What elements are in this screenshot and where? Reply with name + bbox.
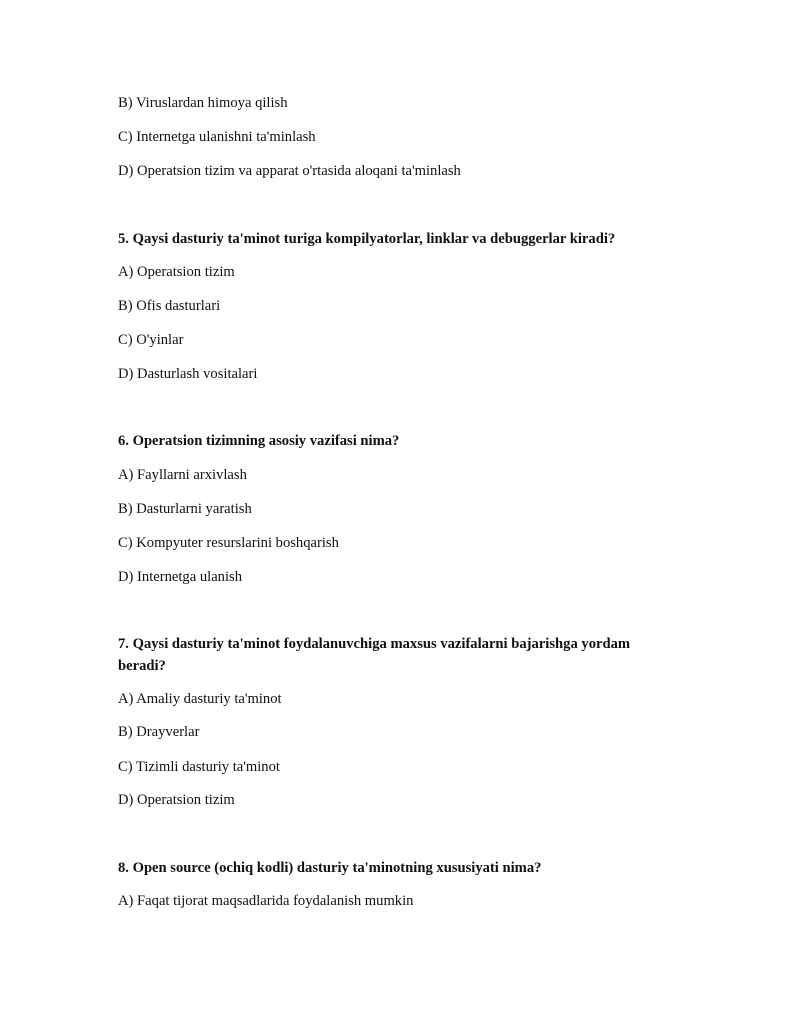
question-7-title: 7. Qaysi dasturiy ta'minot foydalanuvchiga maxsus vazifalarni bajarishga yordam beradi? [118, 636, 631, 674]
question-7-option-d: D) Operatsion tizim [118, 792, 235, 808]
question-6-option-d: D) Internetga ulanish [118, 569, 243, 585]
question-6-title: 6. Operatsion tizimning asosiy vazifasi nima? [118, 433, 400, 449]
question-6-option-a: A) Fayllarni arxivlash [118, 467, 247, 483]
question-4-option-b: B) Viruslardan himoya qilish [118, 95, 288, 111]
question-7-option-b: B) Drayverlar [118, 724, 200, 740]
question-5-option-d: D) Dasturlash vositalari [118, 366, 258, 382]
question-4-option-d: D) Operatsion tizim va apparat o'rtasida aloqani ta'minlash [118, 163, 461, 179]
question-7-option-c: C) Tizimli dasturiy ta'minot [118, 759, 280, 775]
question-5-option-a: A) Operatsion tizim [118, 264, 235, 280]
question-5-title: 5. Qaysi dasturiy ta'minot turiga kompilyatorlar, linklar va debuggerlar kiradi? [118, 231, 616, 247]
question-5-option-c: C) O'yinlar [118, 332, 184, 348]
question-5-option-b: B) Ofis dasturlari [118, 298, 221, 314]
question-7-option-a: A) Amaliy dasturiy ta'minot [118, 691, 282, 707]
question-4-option-c: C) Internetga ulanishni ta'minlash [118, 129, 316, 145]
question-6-option-b: B) Dasturlarni yaratish [118, 501, 252, 517]
question-8-option-a: A) Faqat tijorat maqsadlarida foydalanish mumkin [118, 893, 414, 909]
question-8-title: 8. Open source (ochiq kodli) dasturiy ta'minotning xususiyati nima? [118, 860, 542, 876]
question-6-option-c: C) Kompyuter resurslarini boshqarish [118, 535, 339, 551]
